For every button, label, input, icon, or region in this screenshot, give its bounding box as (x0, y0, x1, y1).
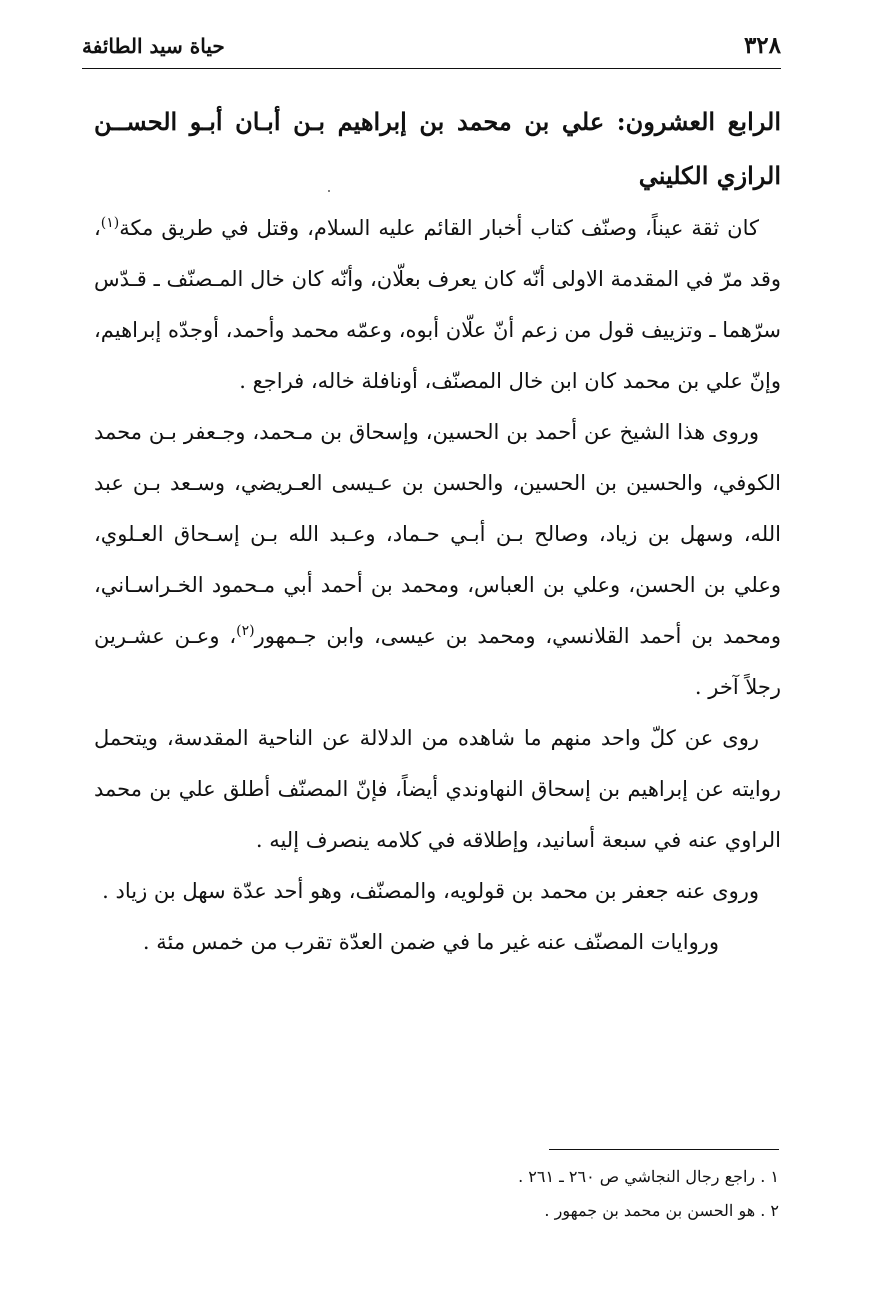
footnote-separator (549, 1149, 779, 1150)
paragraph-5: وروايات المصنّف عنه غير ما في ضمن العدّة تقرب من خمس مئة . (142, 930, 719, 954)
paragraph-2-text-a: وروى هذا الشيخ عن أحمد بن الحسين، وإسحاق بن مـحمد، وجـعفر بـن محمد الكوفي، والحسين بن الحسين، والحسن بن عـيسى العـريضي، وسـعد بـن عبد الله، وسهل بن زياد، وصالح بـن أبـي حـماد، وعـبد الله بـن إسـحاق العـلوي، وعلي بن الحسن، وعلي بن العباس، ومحمد بن أحمد أبي مـحمود الخـراسـاني، ومحمد بن أحمد القلانسي، ومحمد بن عيسى، وابن جـمهور (94, 420, 782, 648)
footnote-ref-1[interactable]: (١) (100, 215, 120, 231)
paragraph-3: روى عن كلّ واحد منهم ما شاهده من الدلالة عن الناحية المقدسة، ويتحمل روايته عن إبراهيم بن إسحاق النهاوندي أيضاً، فإنّ المصنّف أطلق علي بن محمد الراوي عنه في سبعة أسانيد، وإطلاقه في كلامه ينصرف إليه . (94, 726, 781, 852)
footnote-2: ٢ . هو الحسن بن محمد بن جمهور . (544, 1201, 779, 1220)
page-body (94, 95, 781, 968)
paragraph-1-text-b: ، وقد مرّ في المقدمة الاولى أنّه كان يعرف بعلّان، وأنّه كان خال المـصنّف ـ قـدّس سرّهما ـ وتزييف قول من زعم أنّ علّان أبوه، وعمّه محمد وأحمد، أوجدّه إبراهيم، وإنّ علي بن محمد كان ابن خال المصنّف، أونافلة خاله، فراجع . (94, 216, 781, 393)
paragraph-2-text-b: ، وعـن عشـرين رجلاً آخر . (94, 624, 781, 699)
page-header (82, 28, 781, 69)
paragraph-1 (94, 203, 781, 407)
footnotes (96, 1160, 779, 1228)
running-title: حياة سيد الطائفة (82, 34, 225, 58)
footnote-1: ١ . راجع رجال النجاشي ص ٢٦٠ ـ ٢٦١ . (518, 1167, 779, 1186)
paragraph-1-text-a: كان ثقة عيناً، وصنّف كتاب أخبار القائم عليه السلام، وقتل في طريق مكة (119, 216, 759, 240)
page-number: ٣٢٨ (743, 32, 781, 59)
section-heading: الرابع العشرون: علي بن محمد بن إبراهيم بـن أبـان أبـو الحســن الرازي الكليني (94, 107, 781, 190)
paragraph-2 (94, 407, 781, 713)
footnote-ref-2[interactable]: (٢) (236, 623, 255, 639)
paragraph-4: وروى عنه جعفر بن محمد بن قولويه، والمصنّف، وهو أحد عدّة سهل بن زياد . (102, 879, 759, 903)
